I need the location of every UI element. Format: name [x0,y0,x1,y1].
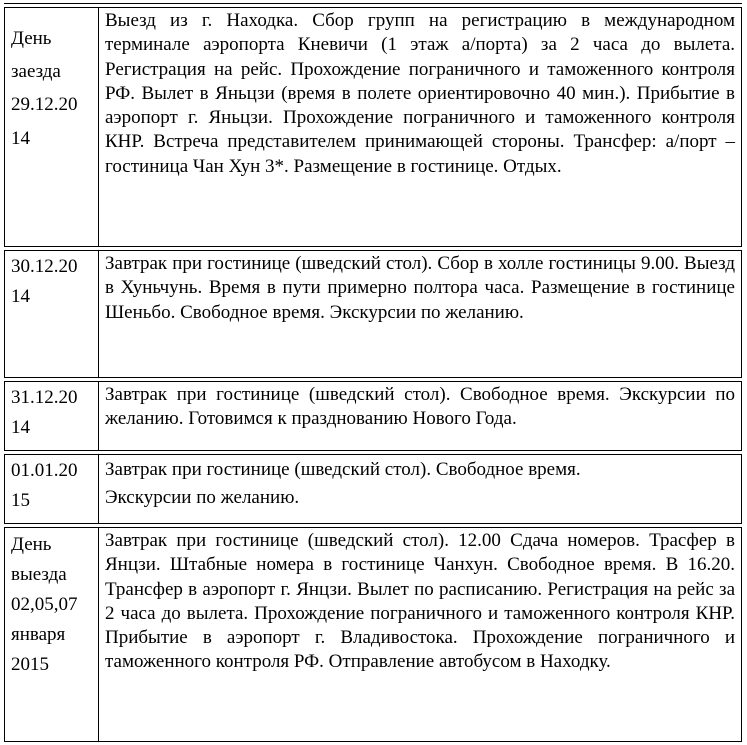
day-date: 30.12.2014 [11,256,78,307]
day-date: 31.12.2014 [11,387,78,438]
itinerary-row [4,454,742,524]
day-label: День заезда [11,28,61,82]
day-date: 02,05,07 января 2015 [11,594,78,675]
day-cell [4,454,98,524]
day-cell [4,527,98,742]
day-description: Завтрак при гостинице (шведский стол). Сбор в холле гостиницы 9.00. Выезд в Хуньчунь. Время в пути примерно полтора часа. Размещение в гостинице Шеньбо. Свободное время. Экскурсии по желанию. [98,250,742,378]
day-cell [4,250,98,378]
itinerary-row [4,381,742,451]
day-date: 01.01.2015 [11,460,78,511]
itinerary-table [4,4,742,745]
day-description: Завтрак при гостинице (шведский стол). Свободное время. Экскурсии по желанию. Готовимся к празднованию Нового Года. [98,381,742,451]
itinerary-row [4,7,742,247]
day-description: Выезд из г. Находка. Сбор групп на регистрацию в международном терминале аэропорта Кневичи (1 этаж а/порта) за 2 часа до вылета. Регистрация на рейс. Прохождение пограничного и таможенного контроля РФ. Вылет в Яньцзи (время в полете ориентировочно 40 мин.). Прибытие в аэропорт г. Яньцзи. Прохождение пограничного и таможенного контроля КНР. Встреча представителем принимающей стороны. Трансфер: а/порт – гостиница Чан Хун 3*. Размещение в гостинице. Отдых. [98,7,742,247]
day-description: Завтрак при гостинице (шведский стол). 12.00 Сдача номеров. Трасфер в Янцзи. Штабные номера в гостинице Чанхун. Свободное время. В 16.20. Трансфер в аэропорт г. Янцзи. Вылет по расписанию. Регистрация на рейс за 2 часа до вылета. Прохождение пограничного и таможенного контроля КНР. Прибытие в аэропорт г. Владивостока. Прохождение пограничного и таможенного контроля РФ. Отправление автобусом в Находку. [98,527,742,742]
day-cell [4,7,98,247]
day-label: День выезда [11,534,67,585]
day-date: 29.12.2014 [11,94,78,149]
itinerary-row [4,527,742,742]
day-cell [4,381,98,451]
itinerary-row [4,250,742,378]
day-description: Завтрак при гостинице (шведский стол). Свободное время. Экскурсии по желанию. [98,454,742,524]
